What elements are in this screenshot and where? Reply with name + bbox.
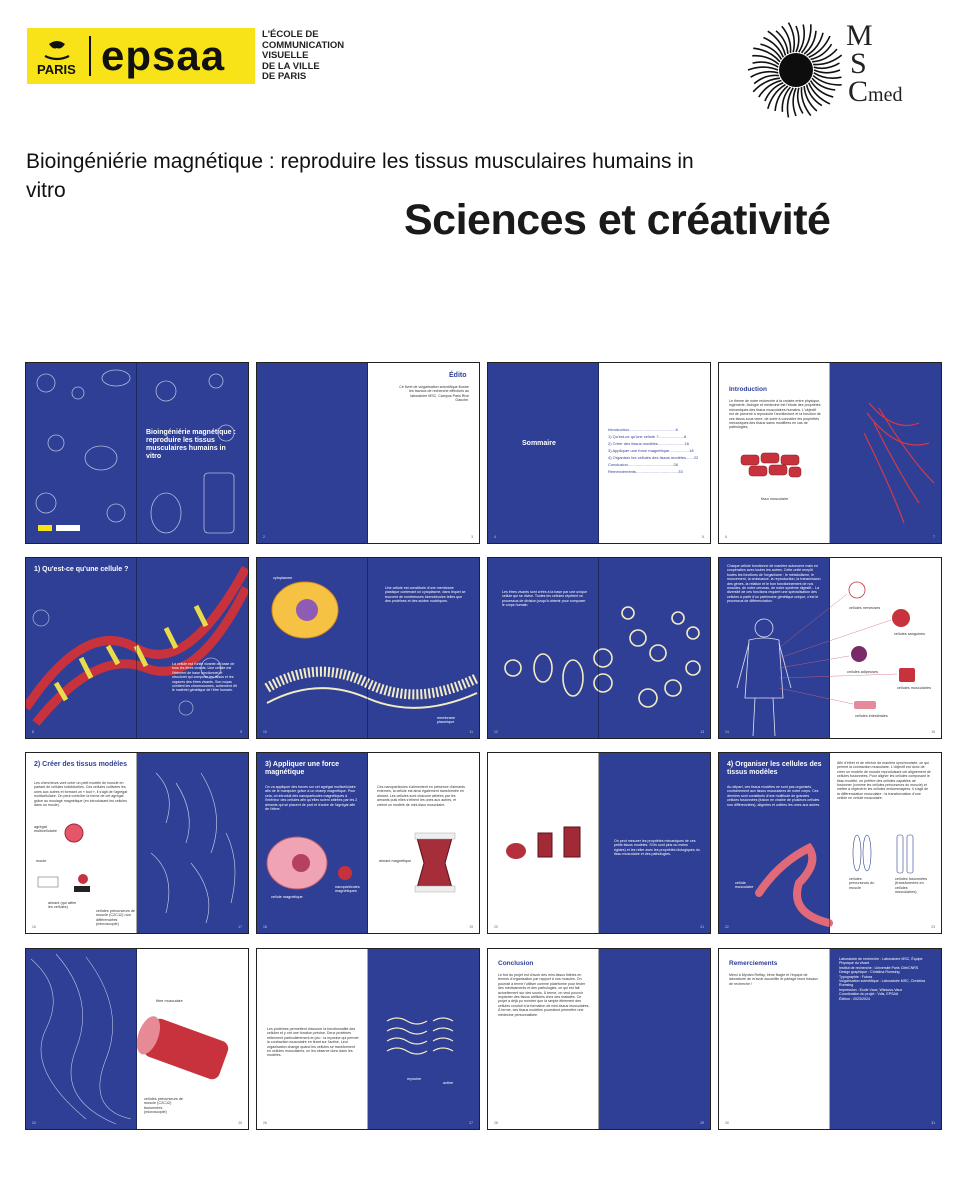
- section-title: Conclusion: [498, 960, 534, 967]
- page-number: 28: [494, 1121, 498, 1125]
- paris-word: PARIS: [37, 62, 76, 77]
- cell-type-label: cellules sanguines: [894, 632, 926, 636]
- section-text: Le but du projet est d'avoir des mini-tissus fidèles en termes d'organisation par rapport à nos muscles. On pourrait à terme l'utiliser comme plateforme pour tester des médicaments et des pathologies, ce qui est fait actuellement sur des souris. À terme, on veut pouvoir implanter des tissus artificiels chez des malades. Ce projet a déjà pu montrer que la simple étirement des cellules conduit à la formation de mini-tissus musculaires. À terme, ces tissus modèles pourraient permettre une médecine personnalisée.: [498, 973, 590, 1017]
- sunburst-ray: [763, 37, 783, 57]
- page-number: 10: [263, 730, 267, 734]
- section-text: Les protéines permettent d'assurer la fonctionnalité des cellules et y ont une fonction précise. Deux protéines retiennent particulièrement en jeu : la myosine qui permet la contraction musculaire en tirant sur l'actine. Leur organisation change quand les cellules se transforment en cellules musculaires, on les observe donc dans les modèles.: [267, 1027, 359, 1058]
- sommaire-title: Sommaire: [522, 440, 556, 447]
- page-number: 25: [238, 1121, 242, 1125]
- epsaa-caption: [262, 30, 372, 83]
- page-number: 2: [263, 535, 265, 539]
- human-body-illustration: [719, 558, 941, 738]
- sunburst-icon: [746, 20, 846, 120]
- muscle-tissue-illustration: [719, 363, 941, 543]
- page-subtitle: Bioingéniérie magnétique : reproduire les tissus musculaires humains in vitro: [26, 150, 694, 202]
- toc-item[interactable]: Remerciements......................................33: [608, 469, 683, 474]
- cell-membrane-illustration: [257, 558, 479, 738]
- page-title: Sciences et créativité: [404, 196, 831, 244]
- page-number: 11: [469, 730, 473, 734]
- sunburst-ray: [768, 31, 786, 55]
- spread-fibre: [25, 948, 249, 1130]
- page-number: 16: [32, 925, 36, 929]
- section-text: Une cellule est constituée d'une membrane plastique contenant un cytoplasme, dans lequel se trouvent de nombreuses biomolécules telles que des protéines et des acides nucléiques.: [385, 586, 466, 604]
- muscle-fiber-illustration: [26, 949, 248, 1129]
- epsaa-caption-line: L'ÉCOLE DE: [262, 29, 319, 40]
- diagram-label: cellules précurseurs de muscle (C2C12) non différenciées (microscopie): [96, 909, 136, 927]
- section-title: Remerciements: [729, 960, 778, 967]
- cover-title: Bioingéniérie magnétique : reproduire les tissus musculaires humains in vitro: [146, 429, 236, 460]
- sunburst-ray: [809, 83, 830, 104]
- spread-force-magnetique: [256, 752, 480, 934]
- spread-cover: [25, 362, 249, 544]
- credit-line: Design graphique : Christina Rumsing: [839, 970, 900, 975]
- toc-item[interactable]: Introduction..........................................6: [608, 427, 678, 432]
- diagram-label: cellule musculaire: [735, 881, 754, 890]
- spread-proteines: [256, 948, 480, 1130]
- credit-line: Vulgarisation scientifique : Laboratoire MSC, Christina Rumsing: [839, 979, 925, 988]
- page-number: 3: [471, 535, 473, 539]
- section-title: 3) Appliquer une force magnétique: [265, 761, 340, 776]
- tissue-label: tissu musculaire: [761, 497, 789, 501]
- spread-organiser: [718, 752, 942, 934]
- magnetic-force-illustration: [257, 753, 479, 933]
- diagram-label: cellules fusionnées (transformées en cellules musculaires): [895, 877, 928, 895]
- section-text: Chaque cellule fonctionne de manière autonome mais en coopération avec toutes les autres. Cette unité remplit toutes les fonctions de l'organisme : le métabolisme, le mouvement, la croissance, la reproduction, la transmission des gènes, la relation et le bon fonctionnement de nos muscles, de notre cerveau, de notre système digestif... La diversité de ces fonctions requiert une spécialisation des cellules à partir d'un patrimoine génétique unique, c'est le processus de différenciation.: [727, 564, 821, 604]
- page-number: 22: [725, 925, 729, 929]
- protein-illustration: [257, 949, 479, 1129]
- page-number: 19: [469, 925, 473, 929]
- diagram-label: cellules précurseurs du muscle: [849, 877, 875, 890]
- toc-item[interactable]: 3) Appliquer une force magnétique..................18: [608, 448, 694, 453]
- diagram-label: moule: [36, 859, 47, 863]
- sunburst-ray: [776, 31, 788, 54]
- page-number: 13: [700, 730, 704, 734]
- cytoplasme-label: cytoplasme: [273, 576, 293, 580]
- spread-conclusion: [487, 948, 711, 1130]
- section-text: Merci à Myriam Reffay, Irène Nagle et l'équipe de laboratoire de m'avoir accueillie et partagé leurs travaux de recherche !: [729, 973, 818, 986]
- section-text: La cellule est l'unité vivante de base de tous les êtres vivants. Une cellule est l'élément de base fonctionnel et structurel qui compose les tissus et les organes des êtres vivants. Son noyau contient les chromosomes, autrement dit le matériel génétique de l'être humain.: [172, 662, 237, 693]
- page-number: 30: [725, 1121, 729, 1125]
- page-number: 8: [32, 730, 34, 734]
- page-number: 21: [700, 925, 704, 929]
- diagram-label: myosine: [407, 1077, 422, 1081]
- page-number: 14: [725, 730, 729, 734]
- page-number: 6: [725, 535, 727, 539]
- sunburst-ray: [814, 73, 842, 78]
- msc-letter: C: [848, 75, 869, 108]
- sunburst-ray: [787, 88, 793, 118]
- page-number: 18: [263, 925, 267, 929]
- epsaa-caption-line: COMMUNICATION: [262, 39, 345, 51]
- page-number: 17: [238, 925, 242, 929]
- cell-type-label: cellules musculaires: [897, 686, 931, 690]
- section-text-2: Afin d'étirer et de rétrécir de manière synchronisée, ce qui permet la contraction musculaire. L'objectif est donc de créer un modèle de muscle reproduisant cet alignement de cellules fusionnées. Pour aligner les cellules composant le tissu modèle, on préfère des cellules capables de fusionner (comme les cellules précurseurs du muscle) et mettre à régénérer les cellules endommagées. Il s'agit de la différenciation musculaire : la transformation d'une cellule en cellule musculaire.: [837, 761, 931, 801]
- sunburst-ray: [793, 88, 796, 116]
- spread-tissus-modeles: [25, 752, 249, 934]
- page-number: 12: [494, 730, 498, 734]
- credit-line: Coordination du projet : Vdis, EPSAA: [839, 992, 899, 997]
- diagram-label: cellule magnétique: [271, 895, 303, 899]
- toc-item[interactable]: 1) Qu'est-ce qu'une cellule ?.......................8: [608, 434, 687, 439]
- page-number: 4: [494, 535, 496, 539]
- sunburst-ray: [788, 23, 794, 53]
- spread-differenciation: [718, 557, 942, 739]
- page-number: 15: [931, 730, 935, 734]
- credit-line: Impression : Ecole Vaux, Wissous-Vaux: [839, 987, 903, 992]
- toc-item[interactable]: Conclusion.........................................28: [608, 462, 678, 467]
- diagram-label: aimant (qui attire les cellules): [48, 901, 77, 910]
- section-title: 4) Organiser les cellules des tissus modèles: [727, 761, 822, 776]
- diagram-label: fibre musculaire: [156, 999, 183, 1003]
- intro-title: Introduction: [729, 386, 767, 393]
- fused-cells-illustration: [719, 753, 941, 933]
- edito-text: Ce livret de vulgarisation scientifique illustre les travaux de recherche effectués au laboratoire MSC, Campus Paris Rive Gauche.: [399, 385, 469, 403]
- sunburst-ray: [753, 78, 780, 92]
- credit-line: Laboratoire de recherche : Laboratoire MSC, Équipe Physique du vivant: [839, 957, 923, 966]
- diagram-label: nanoparticules magnétiques: [335, 885, 360, 894]
- cell-type-label: cellules adipeuses: [847, 670, 879, 674]
- section-text: Les êtres vivants sont créés à la base par une unique cellule qui se divise. Toutes les cellules répètent ce processus de division jusqu'à obtenir pour composer le corps humain.: [502, 590, 588, 608]
- section-text: On va appliquer des forces sur cet agrégat multicellulaire afin de le manipuler grâce à un champ magnétique. Pour cela, on introduit des nanoparticules magnétiques à l'intérieur des cellules afin qu'elles soient attirées par les 2 aimants qui se placent de part et d'autre de l'agrégat afin de l'étirer.: [265, 785, 358, 812]
- membrane-label: membrane plasmique: [437, 716, 456, 725]
- intro-text: Le thème de notre recherche à la croisée entre physique, ingénierie, biologie et médecine est l'étude des propriétés mécaniques des tissus musculaires humains. L'objectif est de parvenir à reproduire l'architecture et la fonction de ces tissus sous verre, de sorte à connaître les propriétés mécaniques des tissus sains modifiées en cas de pathologies.: [729, 399, 821, 430]
- page-number: 26: [263, 1121, 267, 1125]
- dna-illustration: [26, 558, 248, 738]
- spread-division: [487, 557, 711, 739]
- page-number: 29: [700, 1121, 704, 1125]
- sunburst-ray: [796, 26, 799, 52]
- credit-line: Typographie : Futura: [839, 974, 873, 979]
- cell-type-label: cellules intestinales: [855, 714, 888, 718]
- spread-edito: [256, 362, 480, 544]
- spread-cytoplasme: [256, 557, 480, 739]
- section-text: Les chercheurs vont créer un petit modèle de muscle en partant de cellules individuelles. Ces cellules cultivées les unes aux autres et formant un « tout », il s'agit de l'agrégat multicellulaire. On peut contrôler la forme de cet agrégat grâce au moulage magnétique (en introduisant les cellules dans un moule).: [34, 781, 128, 808]
- credits-list: [839, 957, 933, 1001]
- diagram-label: actine: [443, 1081, 454, 1085]
- mini-epsaa-logo: [38, 525, 52, 531]
- credit-line: Institut de recherche : Université Paris Cité/CNRS: [839, 965, 919, 970]
- sunburst-ray: [799, 25, 804, 53]
- section-title: 2) Créer des tissus modèles: [34, 761, 127, 768]
- diagram-label: cellules précurseurs de muscle (C2C12) fusionnées (microscopie): [144, 1097, 184, 1115]
- sunburst-ray: [765, 83, 783, 101]
- section-text-2: Ces nanoparticules s'alimentent en présence d'aimants externes, la cellule est ainsi également transformée en aimant. Les cellules sont chacune attirées par les aimants puis elles s'étirent les unes aux autres, et créent un modèle de mini-tissu musculaire.: [377, 785, 465, 807]
- sunburst-ray: [814, 70, 840, 73]
- spread-sommaire: [487, 362, 711, 544]
- epsaa-logo: [27, 28, 255, 84]
- msc-letter: M: [846, 19, 873, 52]
- epsaa-wordmark: epsaa: [101, 32, 226, 79]
- spread-introduction: [718, 362, 942, 544]
- sunburst-ray: [809, 36, 830, 57]
- edito-title: Édito: [449, 372, 467, 379]
- page-number: 9: [240, 730, 242, 734]
- credit-line: Édition : 2023/2024: [839, 996, 870, 1001]
- diagram-label: aimant magnétique: [379, 859, 412, 863]
- epsaa-caption-line: DE PARIS: [262, 71, 307, 83]
- epsaa-caption-line: VISUELLE: [262, 50, 309, 62]
- msc-letters: [846, 19, 903, 109]
- epsaa-caption-line: DE LA VILLE: [262, 60, 320, 72]
- section-title: 1) Qu'est-ce qu'une cellule ?: [34, 566, 129, 573]
- page-number: 27: [469, 1121, 473, 1125]
- diagram-label: agrégat multicellulaire: [34, 825, 58, 834]
- section-text: Au départ, ces tissus modèles ne sont pas organisés, contrairement aux tissus musculaires de notre corps. Ces derniers sont constitués d'une multitude de grandes cellules fusionnées (fusion en chaîne de plusieurs cellules non différenciées), alignées et collées les unes aux autres.: [727, 785, 821, 807]
- mini-partner-logos: [56, 525, 80, 531]
- msc-letter: S: [850, 47, 867, 80]
- toc-item[interactable]: 2) Créer des tissus modèles........................16: [608, 441, 689, 446]
- page-number: 5: [702, 535, 704, 539]
- page-number: 23: [931, 925, 935, 929]
- spread-mesures: [487, 752, 711, 934]
- sunburst-ray: [748, 67, 778, 70]
- sunburst-ray: [775, 86, 788, 111]
- page-number: 20: [494, 925, 498, 929]
- sunburst-ray: [751, 72, 779, 77]
- page-number: 24: [32, 1121, 36, 1125]
- cell-type-label: cellules nerveuses: [849, 606, 881, 610]
- page-number: 31: [931, 1121, 935, 1125]
- msc-med-logo: [746, 20, 936, 120]
- toc-item[interactable]: 4) Organiser les cellules des tissus modèles.......22: [608, 455, 699, 460]
- cell-division-illustration: [488, 558, 710, 738]
- logo-divider: [89, 36, 91, 76]
- msc-med: med: [868, 84, 903, 106]
- page-number: 7: [933, 535, 935, 539]
- spread-cellule: [25, 557, 249, 739]
- section-text: On peut mesurer les propriétés mécaniques de ces petits tissus modèles. Si ils sont plus ou moins rigides) et les relier avec les propriétés biologiques du tissu musculaire et des pathologies.: [614, 839, 700, 857]
- sunburst-ray: [759, 81, 782, 97]
- spread-remerciements: [718, 948, 942, 1130]
